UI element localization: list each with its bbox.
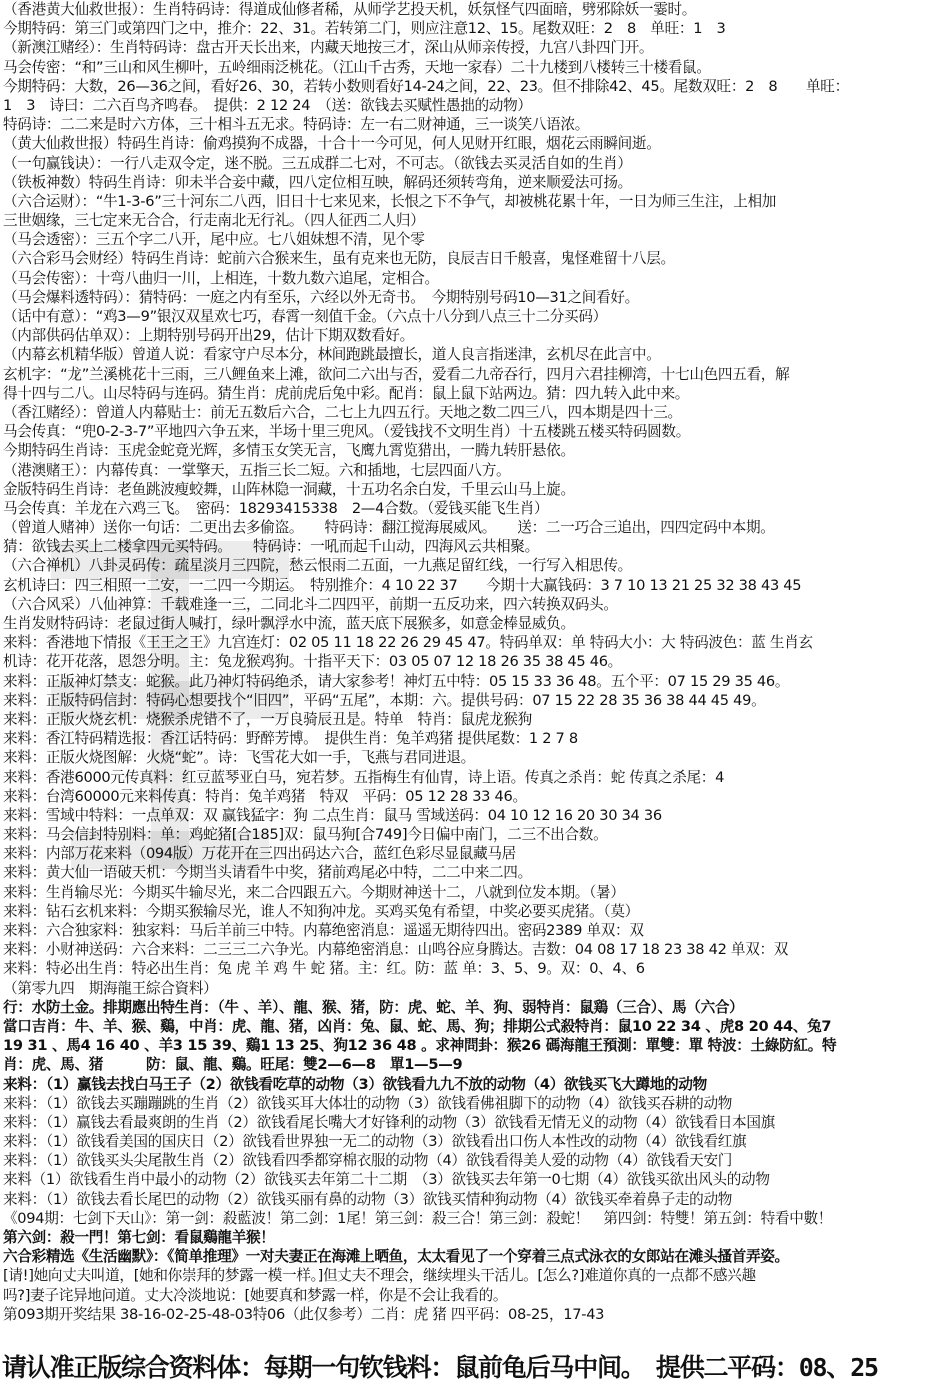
text-body xyxy=(3,0,934,1345)
text-line: 来料：（1）赢钱去看最爽朗的生肖（2）欲钱看尾长嘴大才好锋利的动物（3）欲钱看无情无义的动物（4）欲钱看日本国旗 xyxy=(3,1113,775,1131)
text-line: 六合彩精选《生活幽默》：《简单推理》一对夫妻正在海滩上晒鱼，太太看见了一个穿着三点式泳衣的女郎站在滩头搔首弄姿。 xyxy=(3,1248,789,1266)
text-line: （马会爆料透特码）：猜特码：一庭之内有至乐，六经以外无奇书。 今期特别号码10—31之间看好。 xyxy=(3,288,639,306)
text-line: 吗?]妻子诧异地问道。丈大冷淡地说：[她要真和梦露一样，你是不会让我看的。 xyxy=(3,1286,508,1304)
text-line: 第六剑：殺一門！第七剑：看鼠鷄龍羊猴！ xyxy=(3,1229,275,1246)
text-line: 马会传密：“和”三山和风生柳叶，五岭细雨泛桃花。（江山千古秀，天地一家春）二十九楼到八楼转三十楼看鼠。 xyxy=(3,58,711,76)
text-line: 金版特码生肖诗：老鱼跳波瘦蛟舞，山阵林隐一洞藏，十五功名余白发，千里云山马上旋。 xyxy=(3,480,575,498)
text-line: （香江赌经）：曾道人内幕贴士：前无五数后六合，二七上九四五行。天地之数二四三八，四本期是四十三。 xyxy=(3,403,682,421)
text-line: （六合风采）八仙神算：千载难逢一三，二同北斗二四四平，前期一五反功来，四六转换双码头。 xyxy=(3,595,618,613)
text-line: 来料：正版特码信封：特码心想要找个“旧四”，平码“五尾”，本期：六。提供号码：07 15 22 28 35 36 38 44 45 49。 xyxy=(3,691,766,709)
text-line: （内幕玄机精华版）曾道人说：看家守户尽本分，林间跑跳最擅长，道人良言指迷津，玄机尽在此言中。 xyxy=(3,346,661,364)
text-line: 今期特码：大数，26—36之间，看好26、30，若转小数则看好14-24之间，22、23。但不排除42、45。尾数双旺：2 8 单旺： xyxy=(3,77,849,95)
text-line: 来料：特必出生肖：特必出生肖：兔 虎 羊 鸡 牛 蛇 猪。主：红。防：蓝 单：3、5、9。双：0、4、6 xyxy=(3,960,645,978)
text-line: （第零九四 期海龍王綜合資料） xyxy=(3,979,218,997)
text-line: （一句赢钱诀）：一行八走双令定，迷不脱。三五成群二七对，不可志。（欲钱去买灵活自如的生肖） xyxy=(3,154,632,172)
text-line: 19 31 、馬4 16 40 、羊3 15 39、鷄1 13 25、狗12 36 48 。求神問卦：猴26 碼海龍王預測：單雙：單 特波：土綠防紅。特 xyxy=(3,1037,837,1055)
text-line: 今期特码：第三门或第四门之中，推介：22、31。若转第二门，则应注意12、15。尾数双旺：2 8 单旺：1 3 xyxy=(3,20,726,38)
text-line: 猜：欲钱去买上二楼拿四元买特码。 特码诗：一吼而起千山动，四海风云共相聚。 xyxy=(3,538,539,556)
text-line: 行：水防土金。排期應出特生肖：（牛 、羊）、龍、猴、猪，防：虎、蛇、羊、狗、弱特肖：鼠鶏（三合）、馬（六合） xyxy=(3,998,744,1016)
text-line: 今期特码生肖诗：玉虎金蛇竟光辉，多情玉女笑无言，飞鹰九霄览猎出，一腾九转肝悬依。 xyxy=(3,442,575,460)
text-line: 机诗：花开花落，恩怨分明。主：兔龙猴鸡狗。十指平天下：03 05 07 12 18 26 35 38 45 46。 xyxy=(3,653,622,671)
text-line: 来料：内部万花来料（094版）万花开在三四出码达六合，蓝红色彩尽显鼠藏马居 xyxy=(3,845,516,863)
text-line: 来料：六合独家料：独家料：马后羊前三中特。内幕绝密消息：遥遥无期待四出。密码2389 单双：双 xyxy=(3,922,644,939)
text-line: 来料：小财神送码：六合来料：二三三二六争光。内幕绝密消息：山鸣谷应身腾达。吉数：04 08 17 18 23 38 42 单双：双 xyxy=(3,941,789,959)
text-line: （马会传密）：十弯八曲归一川，上相连，十数九数六追尾，定相合。 xyxy=(3,269,439,287)
text-line: 生肖发财特码诗：老鼠过街人喊打，绿叶飘浮水中流，蓝天底下展猴多，如意金棒显威负。 xyxy=(3,615,575,632)
text-line: （铁板神数）特码生肖诗：卯未半合妾中藏，四八定位相互映，解码还须转弯角，逆来顺爱法可扬。 xyxy=(3,173,632,191)
text-line: 来料：（1）欲钱买头尖尾散生肖（2）欲钱看四季都穿棉衣服的动物（4）欲钱看得美人爱的动物（4）欲钱看天安门 xyxy=(3,1152,733,1170)
text-line: 来料：（1）欲钱看美国的国庆日（2）欲钱看世界独一无二的动物（3）欲钱看出口伤人本性改的动物（4）欲钱看红旗 xyxy=(3,1133,747,1151)
text-line: 来料：马会信封特别料：单：鸡蛇猪[合185]双：鼠马狗[合749]今日偏中南门，二三不出合数。 xyxy=(3,826,608,844)
text-line: 肖：虎、馬、猪 防：鼠、龍、鷄。旺尾：雙2—6—8 單1—5—9 xyxy=(3,1056,463,1074)
text-line: 来料：（1）赢钱去找白马王子（2）欲钱看吃草的动物（3）欲钱看九九不放的动物（4）欲钱买飞大蹲地的动物 xyxy=(3,1075,707,1093)
text-line: （六合彩马会财经）特码生肖诗：蛇前六合猴来生，虽有克来也无防，良辰吉日千般喜，鬼怪难留十八层。 xyxy=(3,250,675,268)
text-line: 第093期开奖结果 38-16-02-25-48-03特06（此仅参考）二肖：虎 猪 四平码：08-25，17-43 xyxy=(3,1305,605,1323)
text-line: 来料：香江特码精选报：香江话特码：野醉芳博。 提供生肖：兔羊鸡猪 提供尾数：1 2 7 8 xyxy=(3,730,578,748)
footer-banner: 请认准正版综合资料体：每期一句钦钱料：鼠前龟后马中间。 提供二平码：08、25 xyxy=(2,1353,878,1382)
text-line: 玄机字：“龙”兰溪桃花十三雨，三八鲤鱼来上滩，欲问二六出与否，爱看二九帝吞行，四月六君挂柳湾，十七山色四五看，解 xyxy=(3,365,790,383)
text-line: （曾道人赌神）送你一句话：二更出去多偷盗。 特码诗：翻江搅海展威风。 送：二一巧合三追出，四四定码中本期。 xyxy=(3,519,775,537)
text-line: 来料：钻石玄机来料：今期买猴输尽光，谁人不知狗冲龙。买鸡买兔有希望，中奖必要买虎猪。（莫） xyxy=(3,902,639,920)
text-line: 马会传真：“兜0-2-3-7”平地四六争五来，半场十里三兜风。（爱钱找不文明生肖）十五楼跳五楼买特码圆数。 xyxy=(3,423,690,441)
text-line: 来料：台湾60000元来料传真：特肖：兔羊鸡猪 特双 平码：05 12 28 33 46。 xyxy=(3,787,527,805)
text-line: （新澳江赌经）：生肖特码诗：盘古开天长出来，内藏天地按三才，深山从师亲传授，九宫八卦四门开。 xyxy=(3,39,654,57)
text-line: 来料：正版火烧玄机：烧猴杀虎错不了，一万良骑辰丑是。特单 特肖：鼠虎龙猴狗 xyxy=(3,710,532,728)
text-line: 特码诗：二二来是时六方体，三十相斗五无求。特码诗：左一右二财神通，三一谈笑八语浓。 xyxy=(3,116,590,134)
text-line: 来料（1）欲钱看生肖中最小的动物（2）欲钱买去年第二十二期 （3）欲钱买去年第一0七期（4）欲钱买欲出风头的动物 xyxy=(3,1171,770,1189)
text-line: 《094期：七剑下天山》：第一剑：殺藍波！第二剑：1尾！第三剑：殺三合！第三剑：殺蛇！ 第四剑：特雙！第五剑：特看中數！ xyxy=(3,1209,833,1227)
text-line: 来料：生肖输尽光：今期买牛输尽光，来二合四跟五六。今期财神送十二，八就到位发本期。（暑） xyxy=(3,883,625,901)
text-line: 来料：正版火烧图解：火烧“蛇”。诗：飞雪花大如一手，飞燕与君同进退。 xyxy=(3,749,475,767)
text-line: （内部供码估单双）：上期特别号码开出29，估计下期双数看好。 xyxy=(3,327,414,345)
text-line: （六合运财）：“牛1-3-6”三十河东二八西，旧日十七来见来，长恨之下不争气，却被桃花累十年，一日为师三生注，上相加 xyxy=(3,192,777,210)
text-line: 1 3 诗曰：二六百鸟齐鸣春。 提供：2 12 24 （送：欲钱去买赋性愚拙的动物） xyxy=(3,96,532,114)
text-line: 来料：香港地下情报《王王之王》九宫连灯：02 05 11 18 22 26 29 45 47。特码单双：单 特码大小：大 特码波色：蓝 生肖玄 xyxy=(3,634,813,652)
text-line: 来料：香港6000元传真料：红豆蓝琴亚白马，宛若梦。五指梅生有仙冑，诗上语。传真之杀肖：蛇 传真之杀尾：4 xyxy=(3,768,725,786)
text-line: 玄机诗曰：四三相照一二安，一二四一今期运。 特别推介：4 10 22 37 今期十大赢钱码：3 7 10 13 21 25 32 38 43 45 xyxy=(3,576,802,594)
text-line: （黄大仙救世报）特码生肖诗：偷鸡摸狗不成器，十合十一今可见，何人见财开红眼，烟花云雨瞬间逝。 xyxy=(3,135,661,153)
text-line: （马会透密）：三五个字二八开，尾中应。七八姐妹想不清，见个零 xyxy=(3,231,425,249)
text-line: 得十四与二八。山尽特码与连码。猜生肖：虎前虎后兔中彩。配肖：鼠上鼠下站两边。猜：四九转入此中来。 xyxy=(3,384,690,402)
text-line: （话中有意）：“鸡3—9”银汉双星欢七巧，春霄一刻值千金。（六点十八分到八点三十二分买码） xyxy=(3,308,607,325)
text-line: （香港黄大仙救世报）：生肖特码诗：得道成仙修者稀，从师学艺投天机，妖氛怪气四面暗，劈邪除妖一霎时。 xyxy=(3,1,697,18)
text-line: 马会传真：羊龙在六鸡三飞。 密码：18293415338 2—4合数。（爱钱买能飞生肖） xyxy=(3,499,549,517)
text-line: [请!]她向丈夫叫道，[她和你崇拜的梦露一模一样。]但丈夫不理会，继续埋头干活儿。[怎么?]难道你真的一点都不感兴趣 xyxy=(3,1267,756,1285)
text-line: 来料：正版神灯禁支：蛇猴。此乃神灯特码绝杀，请大家参考！神灯五中特：05 15 33 36 48。五个平：07 15 29 35 46。 xyxy=(3,672,790,690)
text-line: 来料：（1）欲钱去看长尾巴的动物（2）欲钱买丽有鼻的动物（3）欲钱买情种狗动物（4）欲钱买牵着鼻子走的动物 xyxy=(3,1190,733,1208)
text-line: 来料：（1）欲钱去买蹦蹦跳的生肖（2）欲钱买耳大体壮的动物（3）欲钱看佛祖脚下的动物（4）欲钱买吞耕的动物 xyxy=(3,1094,733,1112)
text-line: （港澳赌王）：内幕传真：一掌擎天，五指三长二短。六和插地，七层四面八方。 xyxy=(3,461,511,479)
text-line: 来料：雪域中特料：一点单双：双 赢钱猛字：狗 二点生肖：鼠马 雪域送码：04 10 12 16 20 30 34 36 xyxy=(3,806,662,824)
text-line: 来料：黄大仙一语破天机：今期当头请看牛中奖，猪前鸡尾必中特，二二中来二四。 xyxy=(3,864,532,882)
text-line: 當口吉肖：牛、羊、猴、鷄，中肖：虎、龍、猪，凶肖：兔、鼠、蛇、馬、狗；排期公式殺特肖：鼠10 22 34 、虎8 20 44、兔7 xyxy=(3,1017,832,1035)
text-line: （六合禅机）八卦灵码传：疏星淡月三四院，愁云恨雨二五面，一九燕足留红线，一行写入相思传。 xyxy=(3,557,632,575)
text-line: 三世姻缘，三七定来无合合，行走南北无行礼。（四人征西二人归） xyxy=(3,212,425,230)
